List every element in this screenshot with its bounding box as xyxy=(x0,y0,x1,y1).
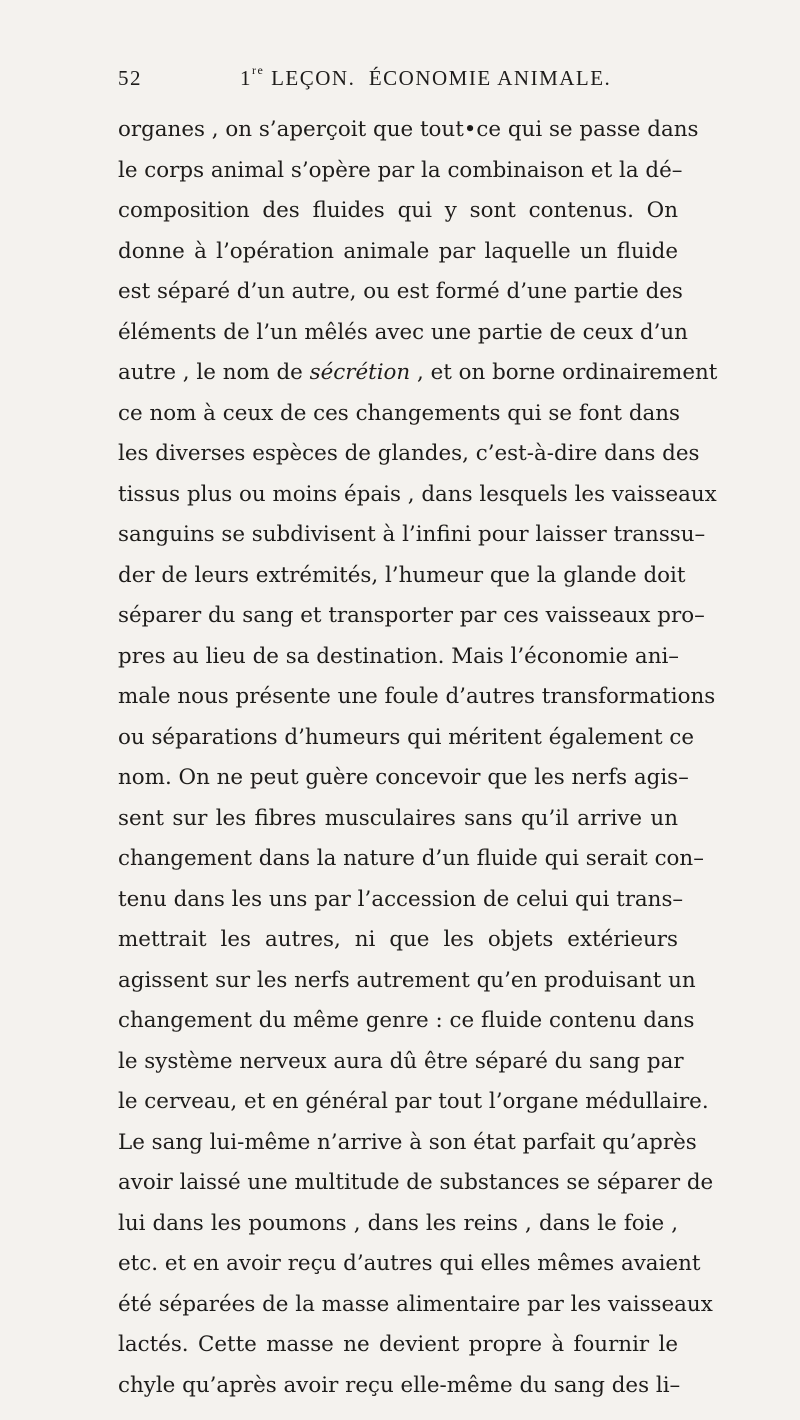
text-line-27: avoir laissé une multitude de substances se séparer de xyxy=(118,1170,714,1195)
text-line-23: changement du même genre : ce fluide contenu dans xyxy=(118,1008,695,1033)
text-line-19: changement dans la nature d’un fluide qui serait con– xyxy=(118,846,704,871)
secretion-term: sécrétion xyxy=(309,360,411,385)
text-line-31: lactés. Cette masse ne devient propre à fournir le xyxy=(118,1332,678,1357)
text-line-25: le cerveau, et en général par tout l’organe médullaire. xyxy=(118,1089,709,1114)
running-header xyxy=(118,63,678,100)
line-7-after: , et on borne ordinairement xyxy=(410,360,718,385)
text-line-18: sent sur les fibres musculaires sans qu’il arrive un xyxy=(118,805,678,831)
text-line-4: donne à l’opération animale par laquelle un fluide xyxy=(118,238,678,264)
text-line-14: pres au lieu de sa destination. Mais l’économie ani– xyxy=(118,643,680,669)
text-line-17: nom. On ne peut guère concevoir que les nerfs agis– xyxy=(118,765,689,790)
text-line-30: été séparées de la masse alimentaire par les vaisseaux xyxy=(118,1291,713,1317)
text-line-3: composition des fluides qui y sont contenus. On xyxy=(118,198,678,223)
text-line-32: chyle qu’après avoir reçu elle-même du sang des li– xyxy=(118,1372,681,1398)
line-7-before: autre , le nom de xyxy=(118,360,310,385)
text-line-9: les diverses espèces de glandes, c’est-à-dire dans des xyxy=(118,441,700,466)
lecon-suffix: re xyxy=(252,63,265,77)
page-number: 52 xyxy=(118,66,142,90)
text-line-22: agissent sur les nerfs autrement qu’en produisant un xyxy=(118,967,696,993)
text-line-29: etc. et en avoir reçu d’autres qui elles mêmes avaient xyxy=(118,1251,701,1276)
running-head-title xyxy=(240,63,612,91)
text-line-26: Le sang lui-même n’arrive à son état parfait qu’après xyxy=(118,1129,697,1155)
text-line-1: organes , on s’aperçoit que tout•ce qui se passe dans xyxy=(118,117,699,142)
lecon-word: LEÇON. xyxy=(271,66,356,90)
text-line-13: séparer du sang et transporter par ces vaisseaux pro– xyxy=(118,603,705,628)
text-line-2: le corps animal s’opère par la combinaison et la dé– xyxy=(118,157,683,183)
text-line-28: lui dans les poumons , dans les reins , dans le foie , xyxy=(118,1210,678,1236)
text-line-5: est séparé d’un autre, ou est formé d’une partie des xyxy=(118,279,683,304)
text-line-21: mettrait les autres, ni que les objets extérieurs xyxy=(118,927,678,952)
text-line-12: der de leurs extrémités, l’humeur que la glande doit xyxy=(118,562,686,588)
body-text xyxy=(118,110,718,1406)
text-line-20: tenu dans les uns par l’accession de celui qui trans– xyxy=(118,886,684,912)
text-line-24: le système nerveux aura dû être séparé du sang par xyxy=(118,1048,684,1074)
header-title: ÉCONOMIE ANIMALE. xyxy=(368,66,612,90)
text-line-7 xyxy=(118,353,718,394)
text-line-11: sanguins se subdivisent à l’infini pour laisser transsu– xyxy=(118,522,706,547)
text-line-10: tissus plus ou moins épais , dans lesquels les vaisseaux xyxy=(118,481,717,507)
text-line-6: éléments de l’un mêlés avec une partie de ceux d’un xyxy=(118,319,688,345)
text-line-16: ou séparations d’humeurs qui méritent également ce xyxy=(118,724,695,750)
text-line-8: ce nom à ceux de ces changements qui se font dans xyxy=(118,400,681,426)
text-line-15: male nous présente une foule d’autres transformations xyxy=(118,684,716,709)
lecon-number: 1 xyxy=(240,66,252,90)
